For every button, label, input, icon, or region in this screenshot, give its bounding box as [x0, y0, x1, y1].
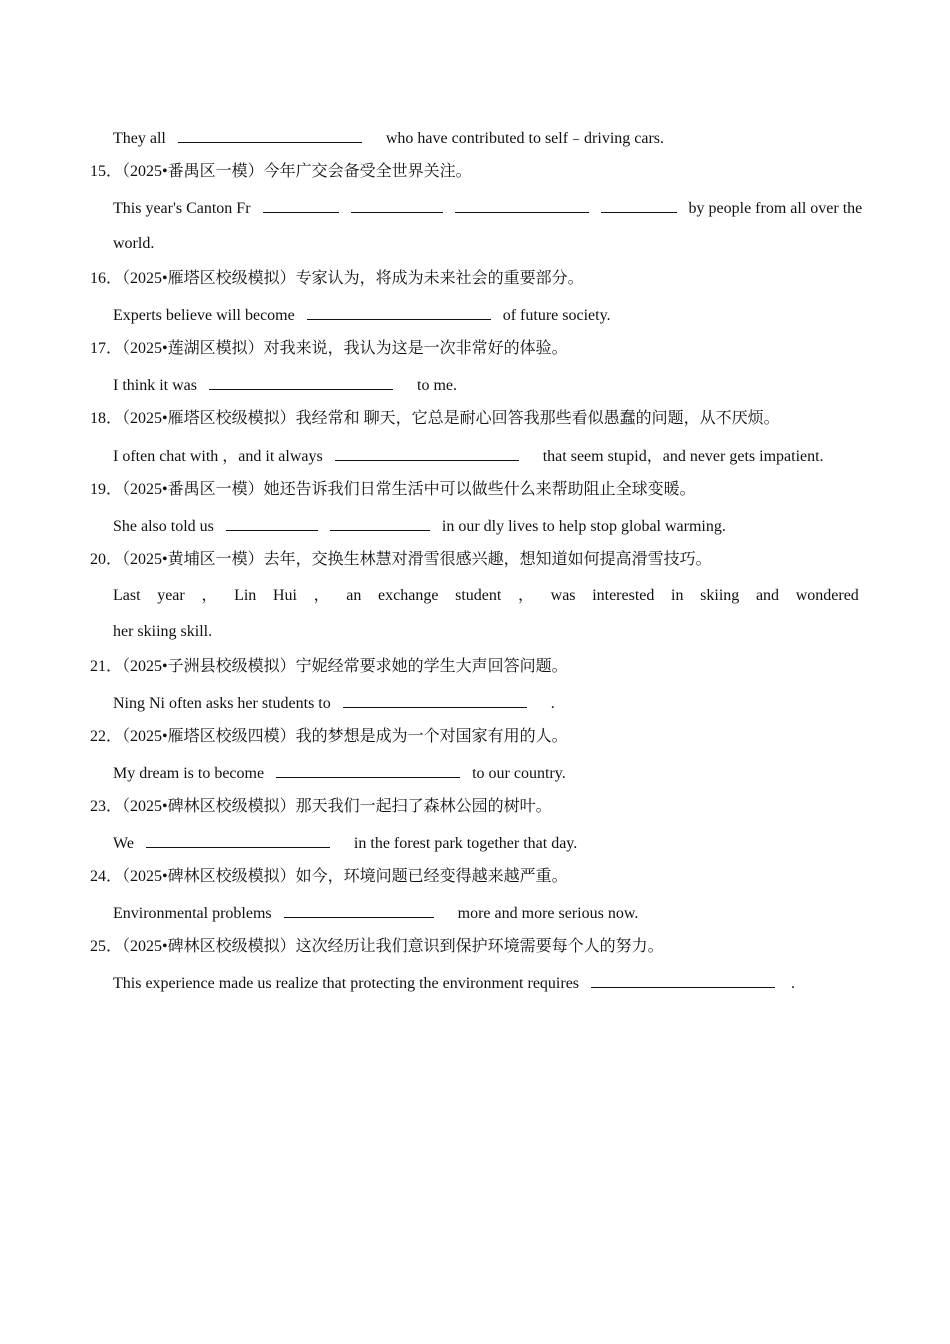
q18-answer-post: that seem stupid，and never gets impatient.: [542, 448, 824, 465]
q16-answer-line: [113, 304, 611, 324]
q24-blank[interactable]: [284, 902, 434, 918]
q15-answer-line: [113, 197, 862, 217]
q21-blank[interactable]: [343, 692, 527, 708]
q18-prompt-line: [90, 409, 780, 429]
q25-answer-pre: This experience made us realize that protecting the environment requires: [113, 975, 580, 992]
q23-answer-line: [113, 832, 577, 852]
q20-answer-cont: her skiing skill.: [113, 623, 213, 640]
q21-prompt: （2025•子洲县校级模拟）宁妮经常要求她的学生大声回答问题。: [122, 658, 568, 675]
q20-word: in: [671, 587, 684, 604]
q19-number: 19．: [90, 481, 123, 498]
q20-word: was: [550, 587, 576, 604]
q22-answer-pre: My dream is to become: [113, 765, 265, 782]
q24-answer-pre: Environmental problems: [113, 905, 272, 922]
q22-prompt: （2025•雁塔区校级四模）我的梦想是成为一个对国家有用的人。: [122, 728, 568, 745]
q17-answer-line: [113, 374, 457, 394]
q15-answer-pre: This year's Canton Fr: [113, 200, 251, 217]
q21-number: 21．: [90, 658, 123, 675]
q22-number: 22．: [90, 728, 123, 745]
q20-prompt: （2025•黄埔区一模）去年，交换生林慧对滑雪很感兴趣，想知道如何提高滑雪技巧。: [122, 551, 712, 568]
q22-answer-post: to our country.: [472, 765, 566, 782]
q19-blank-2[interactable]: [330, 515, 430, 531]
q14-answer-pre: They all: [113, 130, 166, 147]
q24-prompt: （2025•碑林区校级模拟）如今，环境问题已经变得越来越严重。: [122, 868, 568, 885]
q24-prompt-line: [90, 867, 568, 887]
q25-number: 25．: [90, 938, 123, 955]
q17-prompt: （2025•莲湖区模拟）对我来说，我认为这是一次非常好的体验。: [122, 340, 568, 357]
q17-answer-pre: I think it was: [113, 377, 197, 394]
q15-answer-cont: world.: [113, 235, 155, 252]
q15-answer-cont-line: [113, 234, 154, 254]
q17-prompt-line: [90, 339, 568, 359]
q19-answer-pre: She also told us: [113, 518, 214, 535]
q20-word: Lin: [234, 587, 257, 604]
q20-word: interested: [592, 587, 655, 604]
q25-prompt-line: [90, 937, 664, 957]
q16-prompt-line: [90, 269, 584, 289]
q21-answer-pre: Ning Ni often asks her students to: [113, 695, 331, 712]
q16-prompt: （2025•雁塔区校级模拟）专家认为，将成为未来社会的重要部分。: [122, 270, 584, 287]
q21-answer-line: [113, 692, 555, 712]
q23-prompt: （2025•碑林区校级模拟）那天我们一起扫了森林公园的树叶。: [122, 798, 552, 815]
q22-prompt-line: [90, 727, 568, 747]
q20-answer-line: [113, 586, 859, 606]
q19-blank-1[interactable]: [226, 515, 318, 531]
q19-prompt: （2025•番禺区一模）她还告诉我们日常生活中可以做些什么来帮助阻止全球变暖。: [122, 481, 696, 498]
q16-answer-post: of future society.: [502, 307, 611, 324]
q23-answer-pre: We: [113, 835, 134, 852]
q15-blank-3[interactable]: [455, 197, 589, 213]
q15-blank-4[interactable]: [601, 197, 677, 213]
q17-answer-post: to me.: [417, 377, 457, 394]
q23-answer-post: in the forest park together that day.: [353, 835, 578, 852]
q20-word: and: [755, 587, 780, 604]
q17-blank[interactable]: [209, 374, 393, 390]
q24-number: 24．: [90, 868, 123, 885]
q25-answer-post: .: [791, 975, 796, 992]
q20-word: ，: [517, 587, 534, 604]
q18-number: 18．: [90, 410, 123, 427]
q15-answer-post: by people from all over the: [688, 200, 863, 217]
q20-word: wondered: [795, 587, 859, 604]
q20-word: Hui: [272, 587, 297, 604]
q15-prompt-line: [90, 162, 472, 182]
q18-blank[interactable]: [335, 445, 519, 461]
q20-word: year: [157, 587, 185, 604]
q20-word: exchange: [378, 587, 439, 604]
q18-answer-pre: I often chat with ，and it always: [113, 448, 323, 465]
q14-answer-post: who have contributed to self﹣driving cars.: [385, 130, 665, 147]
q20-word: skiing: [700, 587, 740, 604]
q18-prompt: （2025•雁塔区校级模拟）我经常和 聊天，它总是耐心回答我那些看似愚蠢的问题，从不厌烦。: [122, 410, 780, 427]
q16-answer-pre: Experts believe will become: [113, 307, 295, 324]
q15-number: 15．: [90, 163, 123, 180]
q21-prompt-line: [90, 657, 568, 677]
q25-answer-line: [113, 972, 795, 992]
q24-answer-post: more and more serious now.: [457, 905, 639, 922]
q15-blank-1[interactable]: [263, 197, 339, 213]
q20-word: student: [455, 587, 502, 604]
q14-blank[interactable]: [178, 127, 362, 143]
q16-blank[interactable]: [307, 304, 491, 320]
q20-word: an: [346, 587, 362, 604]
q17-number: 17．: [90, 340, 123, 357]
q20-word: ，: [313, 587, 330, 604]
q25-blank[interactable]: [591, 972, 775, 988]
q22-answer-line: [113, 762, 566, 782]
q25-prompt: （2025•碑林区校级模拟）这次经历让我们意识到保护环境需要每个人的努力。: [122, 938, 664, 955]
q19-prompt-line: [90, 480, 696, 500]
q20-word: ，: [201, 587, 218, 604]
q20-prompt-line: [90, 550, 712, 570]
q23-blank[interactable]: [146, 832, 330, 848]
q18-answer-line: [113, 445, 824, 465]
q23-number: 23．: [90, 798, 123, 815]
q19-answer-post: in our dly lives to help stop global warming.: [441, 518, 726, 535]
q20-word: Last: [113, 587, 141, 604]
q22-blank[interactable]: [276, 762, 460, 778]
q23-prompt-line: [90, 797, 552, 817]
q20-answer-cont-line: [113, 622, 212, 642]
q16-number: 16．: [90, 270, 123, 287]
q15-prompt: （2025•番禺区一模）今年广交会备受全世界关注。: [122, 163, 472, 180]
q24-answer-line: [113, 902, 638, 922]
q15-blank-2[interactable]: [351, 197, 443, 213]
q19-answer-line: [113, 515, 726, 535]
q20-number: 20．: [90, 551, 123, 568]
q21-answer-post: .: [550, 695, 555, 712]
q14-answer-line: [113, 127, 664, 147]
